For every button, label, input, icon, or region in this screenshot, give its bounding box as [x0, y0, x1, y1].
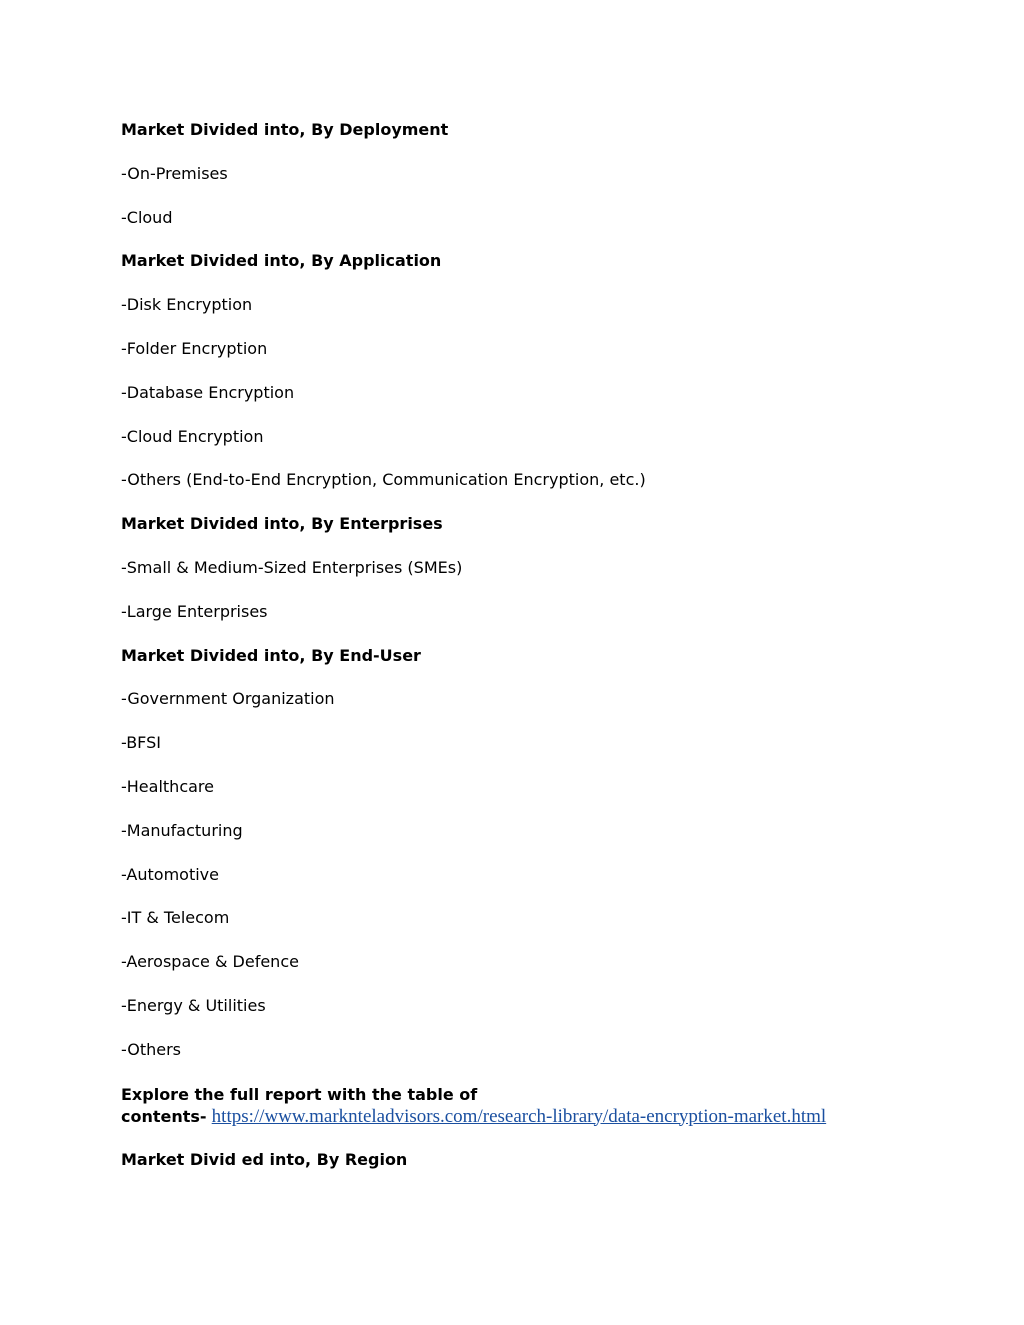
list-item: -Energy & Utilities [121, 995, 266, 1015]
list-item: -Government Organization [121, 689, 335, 709]
list-item: -Others (End-to-End Encryption, Communication Encryption, etc.) [121, 470, 646, 490]
list-item: -Large Enterprises [121, 601, 268, 621]
explore-text-line2: contents- [121, 1106, 207, 1126]
list-item: -Manufacturing [121, 820, 243, 840]
list-item: -Automotive [121, 864, 219, 884]
list-item: -Cloud [121, 207, 173, 227]
report-link[interactable]: https://www.marknteladvisors.com/research-library/data-encryption-market.html [211, 1105, 827, 1127]
list-item: -Small & Medium-Sized Enterprises (SMEs) [121, 557, 463, 577]
list-item: -Cloud Encryption [121, 426, 264, 446]
list-item: -Folder Encryption [121, 338, 268, 358]
list-item: -Others [121, 1039, 181, 1059]
list-item: -IT & Telecom [121, 908, 230, 928]
explore-report-paragraph [121, 1084, 941, 1128]
section-heading-application: Market Divided into, By Application [121, 251, 442, 271]
explore-text-line1: Explore the full report with the table of [121, 1084, 478, 1104]
section-heading-deployment: Market Divided into, By Deployment [121, 120, 449, 139]
list-item: -Healthcare [121, 776, 214, 796]
section-heading-region: Market Divid ed into, By Region [121, 1149, 408, 1169]
list-item: -BFSI [121, 733, 161, 753]
list-item: -Database Encryption [121, 382, 295, 402]
list-item: -Aerospace & Defence [121, 952, 299, 972]
section-heading-end-user: Market Divided into, By End-User [121, 645, 421, 665]
list-item: -Disk Encryption [121, 295, 253, 315]
list-item: -On-Premises [121, 163, 228, 183]
section-heading-enterprises: Market Divided into, By Enterprises [121, 514, 443, 534]
document-page [121, 120, 941, 1193]
